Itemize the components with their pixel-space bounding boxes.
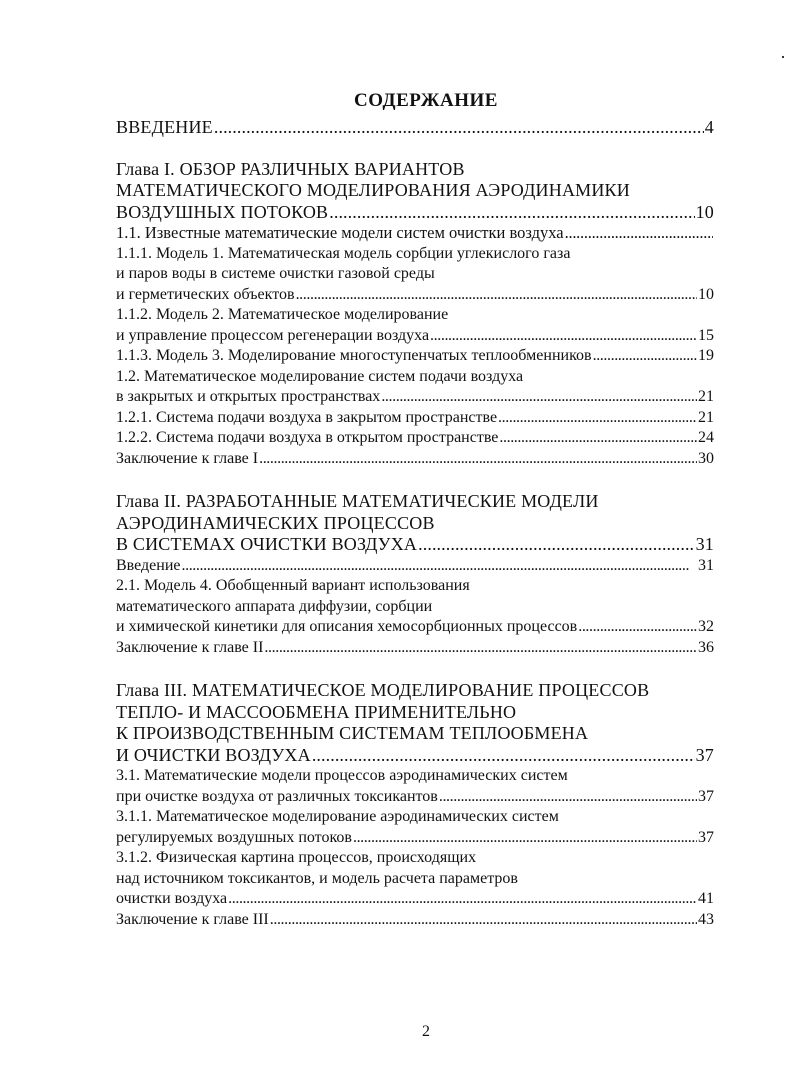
toc-entry: 1.1.3. Модель 3. Моделирование многоступенчатых теплообменников . . . 19 [116, 346, 714, 367]
toc-entry: в закрытых и открытых пространствах . . . 21 [116, 387, 714, 408]
dot-leader [270, 910, 697, 931]
toc-chapter-3 [116, 680, 714, 930]
dot-leader [264, 638, 697, 659]
dot-leader [259, 449, 697, 470]
dot-leader [329, 202, 694, 224]
dot-leader [430, 326, 697, 347]
table-of-contents [116, 117, 714, 930]
chapter-heading-line: МАТЕМАТИЧЕСКОГО МОДЕЛИРОВАНИЯ АЭРОДИНАМИКИ [116, 180, 630, 200]
dot-leader [353, 828, 697, 849]
toc-entry: 1.2.2. Система подачи воздуха в открытом пространстве . . . 24 [116, 428, 714, 449]
dot-leader [499, 428, 697, 449]
dot-leader [593, 346, 697, 367]
chapter-heading-line: В СИСТЕМАХ ОЧИСТКИ ВОЗДУХА . . . 31 [116, 534, 714, 556]
chapter-heading-line: Глава II. РАЗРАБОТАННЫЕ МАТЕМАТИЧЕСКИЕ МОДЕЛИ [116, 491, 599, 511]
toc-entry: при очистке воздуха от различных токсикантов . . . 37 [116, 787, 714, 808]
dot-leader [312, 745, 695, 767]
dot-leader [565, 223, 713, 244]
dot-leader [214, 117, 704, 139]
chapter-heading-line: ТЕПЛО- И МАССООБМЕНА ПРИМЕНИТЕЛЬНО [116, 701, 517, 722]
chapter-heading-line: Глава III. МАТЕМАТИЧЕСКОЕ МОДЕЛИРОВАНИЕ ПРОЦЕССОВ [116, 680, 650, 700]
toc-entry-intro: ВВЕДЕНИЕ . . . 4 [116, 117, 714, 139]
toc-entry: 1.1.1. Модель 1. Математическая модель сорбции углекислого газа [116, 244, 571, 262]
toc-entry: 1.1. Известные математические модели систем очистки воздуха . . . [116, 223, 714, 244]
chapter-heading-line: И ОЧИСТКИ ВОЗДУХА . . . 37 [116, 745, 714, 767]
toc-entry: Введение . . . 31 [116, 556, 714, 577]
dot-leader [182, 556, 698, 577]
toc-entry: 3.1. Математические модели процессов аэродинамических систем [116, 767, 568, 784]
toc-entry: очистки воздуха . . . 41 [116, 889, 714, 910]
page-title: СОДЕРЖАНИЕ [354, 90, 498, 111]
toc-entry: математического аппарата диффузии, сорбции [116, 597, 433, 615]
toc-entry: и химической кинетики для описания хемосорбционных процессов . . . 32 [116, 617, 714, 638]
toc-entry: 1.1.2. Модель 2. Математическое моделирование [116, 306, 449, 323]
dot-leader [381, 387, 697, 408]
chapter-heading-line: ВОЗДУШНЫХ ПОТОКОВ . . . 10 [116, 202, 714, 224]
toc-entry: и герметических объектов . . . 10 [116, 285, 714, 306]
page-number: 2 [422, 1023, 430, 1040]
chapter-heading-line: Глава I. ОБЗОР РАЗЛИЧНЫХ ВАРИАНТОВ [116, 158, 465, 179]
dot-leader [296, 285, 697, 306]
dot-leader [578, 617, 697, 638]
toc-chapter-2 [116, 491, 714, 658]
toc-entry: Заключение к главе II . . . 36 [116, 638, 714, 659]
dot-leader [228, 889, 697, 910]
chapter-heading-line: К ПРОИЗВОДСТВЕННЫМ СИСТЕМАМ ТЕПЛООБМЕНА [116, 723, 589, 743]
toc-entry: 3.1.2. Физическая картина процессов, происходящих [116, 849, 477, 866]
toc-entry: 1.2.1. Система подачи воздуха в закрытом пространстве . . . 21 [116, 408, 714, 429]
toc-entry: регулируемых воздушных потоков . . . 37 [116, 828, 714, 849]
toc-entry: и управление процессом регенерации воздуха . . . 15 [116, 326, 714, 347]
dot-leader [439, 787, 697, 808]
toc-entry: 2.1. Модель 4. Обобщенный вариант использования [116, 577, 470, 594]
toc-entry: и паров воды в системе очистки газовой среды [116, 265, 435, 282]
toc-entry: 3.1.1. Математическое моделирование аэродинамических систем [116, 808, 559, 825]
dot-leader [498, 408, 697, 429]
chapter-heading-line: АЭРОДИНАМИЧЕСКИХ ПРОЦЕССОВ [116, 512, 435, 533]
dot-leader [418, 534, 694, 556]
toc-entry: Заключение к главе III . . . 43 [116, 910, 714, 931]
toc-entry: над источником токсикантов, и модель расчета параметров [116, 869, 518, 887]
toc-entry: 1.2. Математическое моделирование систем подачи воздуха [116, 367, 524, 385]
edge-mark: · [780, 47, 786, 67]
toc-entry: Заключение к главе I . . . 30 [116, 449, 714, 470]
toc-chapter-1 [116, 159, 714, 470]
